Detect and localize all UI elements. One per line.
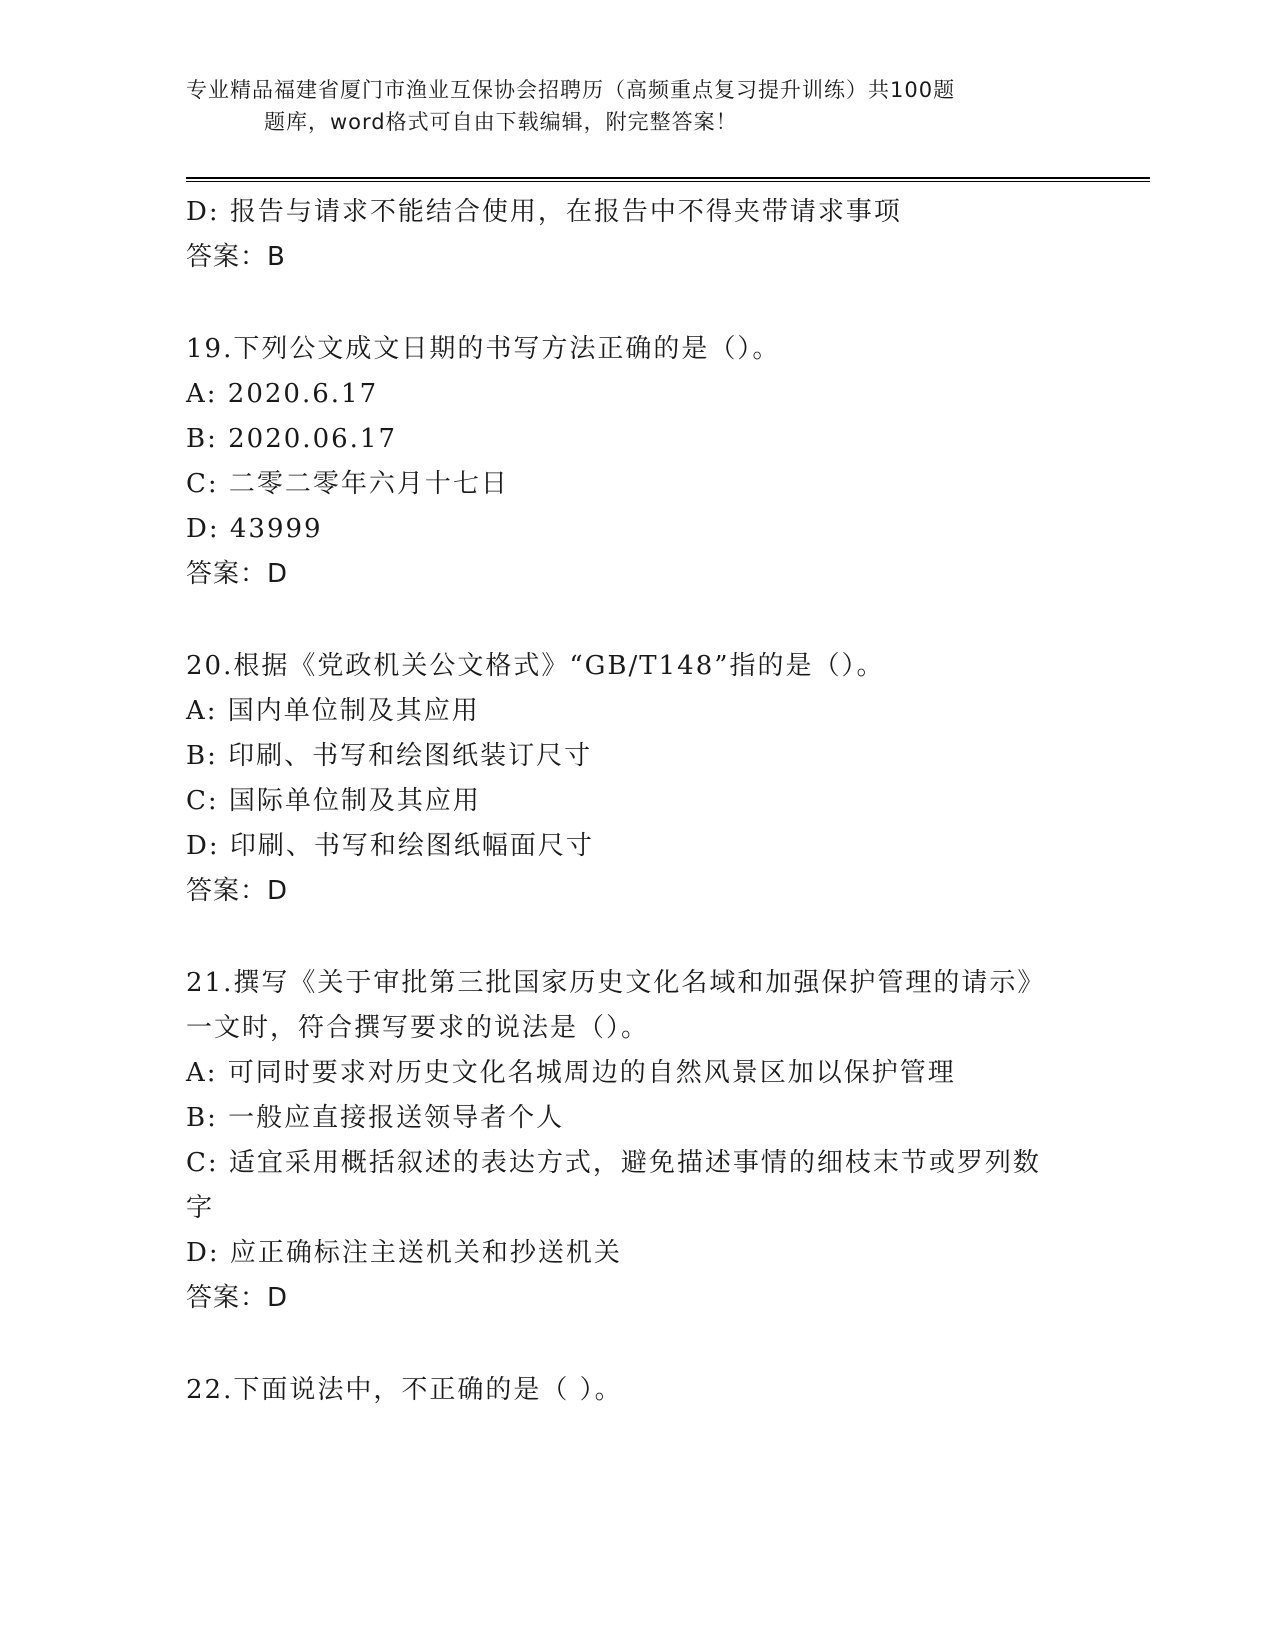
option-b: B: 2020.06.17 — [186, 424, 397, 454]
header-divider-thin — [186, 181, 1150, 182]
answer: 答案：D — [186, 876, 289, 906]
header-divider-thick — [186, 177, 1150, 179]
spacer — [186, 597, 1086, 644]
header-title-line1: 专业精品福建省厦门市渔业互保协会招聘历（高频重点复习提升训练）共100题 — [186, 78, 956, 102]
option-d: D: 43999 — [186, 514, 323, 544]
document-header — [186, 74, 1066, 138]
option-b: B: 一般应直接报送领导者个人 — [186, 1103, 565, 1133]
answer: 答案：D — [186, 1283, 289, 1313]
option-d: D: 报告与请求不能结合使用，在报告中不得夹带请求事项 — [186, 197, 902, 227]
question-21-line1: 21.撰写《关于审批第三批国家历史文化名域和加强保护管理的请示》 — [186, 968, 1046, 998]
header-title-line2: 题库，word格式可自由下载编辑，附完整答案！ — [264, 110, 738, 134]
spacer — [186, 280, 1086, 327]
answer: 答案：D — [186, 559, 289, 589]
question-22: 22.下面说法中，不正确的是（ ）。 — [186, 1375, 623, 1405]
option-d: D: 应正确标注主送机关和抄送机关 — [186, 1238, 622, 1268]
option-a: A: 可同时要求对历史文化名城周边的自然风景区加以保护管理 — [186, 1058, 956, 1088]
option-c: C: 二零二零年六月十七日 — [186, 469, 509, 499]
option-c: C: 国际单位制及其应用 — [186, 786, 481, 816]
option-c-line2: 字 — [186, 1193, 215, 1223]
option-b: B: 印刷、书写和绘图纸装订尺寸 — [186, 741, 593, 771]
spacer — [186, 914, 1086, 961]
question-content — [186, 190, 1086, 1413]
question-21-line2: 一文时，符合撰写要求的说法是（）。 — [186, 1013, 650, 1043]
option-a: A: 2020.6.17 — [186, 379, 379, 409]
spacer — [186, 1321, 1086, 1368]
option-d: D: 印刷、书写和绘图纸幅面尺寸 — [186, 831, 594, 861]
answer: 答案：B — [186, 242, 286, 272]
question-19: 19.下列公文成文日期的书写方法正确的是（）。 — [186, 334, 781, 364]
option-c-line1: C: 适宜采用概括叙述的表达方式，避免描述事情的细枝末节或罗列数 — [186, 1148, 1041, 1178]
question-20: 20.根据《党政机关公文格式》“GB/T148”指的是（）。 — [186, 651, 885, 681]
option-a: A: 国内单位制及其应用 — [186, 696, 480, 726]
